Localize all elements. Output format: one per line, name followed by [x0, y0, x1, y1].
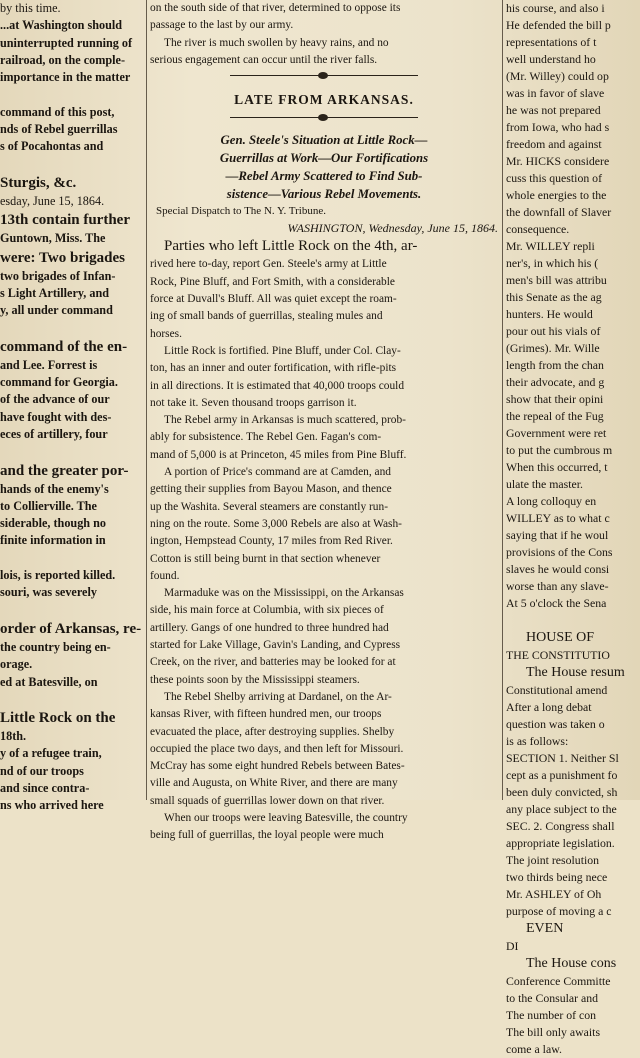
- body-line: ing of small bands of guerrillas, stealing mules and: [150, 310, 383, 323]
- body-line: ulate the master.: [506, 477, 583, 491]
- body-line: orage.: [0, 657, 33, 672]
- body-line: his course, and also i: [506, 1, 605, 15]
- ornamental-rule: [150, 69, 498, 81]
- body-line: The number of con: [506, 1008, 597, 1022]
- subheadline: Guerrillas at Work—Our Fortifications: [219, 151, 429, 166]
- body-line: order of Arkansas, re-: [0, 620, 142, 637]
- body-line: 18th.: [0, 729, 27, 744]
- body-line: ning on the route. Some 3,000 Rebels are also at Wash-: [150, 517, 402, 530]
- body-line: s of Pocahontas and: [0, 139, 104, 154]
- body-line: Guntown, Miss. The: [0, 231, 106, 246]
- body-line: men's bill was attribu: [506, 273, 607, 287]
- body-line: kansas River, with fifteen hundred men, our troops: [150, 708, 382, 721]
- body-line: When this occurred, t: [506, 460, 608, 474]
- body-line: cuss this question of: [506, 171, 603, 185]
- body-line: two thirds being nece: [506, 870, 608, 884]
- body-line: slaves he would consi: [506, 562, 610, 576]
- body-line: on the south side of that river, determined to oppose its: [150, 2, 401, 14]
- body-line: He defended the bill p: [506, 18, 611, 32]
- body-line: y of a refugee train,: [0, 746, 102, 761]
- body-line: ns who arrived here: [0, 798, 104, 813]
- lead-line: Parties who left Little Rock on the 4th, ar-: [164, 238, 418, 255]
- body-line: provisions of the Cons: [506, 545, 613, 559]
- body-line: Mr. HICKS considere: [506, 154, 610, 168]
- body-line: The Rebel army in Arkansas is much scattered, prob-: [164, 414, 406, 427]
- body-line: importance in the matter: [0, 70, 131, 85]
- subheadline-block: [150, 131, 498, 203]
- body-line: force at Duvall's Bluff. All was quiet except the roam-: [150, 293, 397, 306]
- body-line: At 5 o'clock the Sena: [506, 596, 607, 610]
- left-column: [0, 0, 142, 813]
- right-column: [506, 0, 640, 1056]
- body-line: rived here to-day, report Gen. Steele's army at Little: [150, 258, 387, 271]
- body-line: not take it. Seven thousand troops garrison it.: [150, 396, 357, 409]
- body-line: and the greater por-: [0, 462, 129, 479]
- body-line: [0, 550, 142, 567]
- body-line: cept as a punishment fo: [506, 768, 618, 782]
- body-line: Marmaduke was on the Mississippi, on the Arkansas: [164, 587, 404, 600]
- body-line: evacuated the place, after destroying supplies. Shelby: [150, 725, 395, 738]
- body-line: been duly convicted, sh: [506, 785, 618, 799]
- body-line: Cotton is still being burnt in that section whenever: [150, 552, 381, 565]
- body-line: DI: [506, 939, 519, 953]
- body-line: representations of t: [506, 35, 597, 49]
- special-dispatch: Special Dispatch to The N. Y. Tribune.: [156, 205, 326, 218]
- body-line: y, all under command: [0, 303, 113, 318]
- body-line: [0, 319, 142, 336]
- body-line: [0, 602, 142, 619]
- middle-column: [150, 0, 498, 842]
- body-line: hunters. He would: [506, 307, 593, 321]
- body-line: Constitutional amend: [506, 683, 608, 697]
- body-line: The Rebel Shelby arriving at Dardanel, on the Ar-: [164, 690, 392, 703]
- body-line: [506, 612, 640, 629]
- subheadline: Gen. Steele's Situation at Little Rock—: [220, 133, 428, 148]
- body-line: lois, is reported killed.: [0, 568, 116, 583]
- body-line: saying that if he woul: [506, 528, 609, 542]
- body-line: length from the chan: [506, 358, 604, 372]
- body-line: SECTION 1. Neither Sl: [506, 751, 619, 765]
- body-line: occupied the place two days, and then left for Missouri.: [150, 742, 404, 755]
- body-line: found.: [150, 569, 180, 582]
- body-line: EVEN: [526, 921, 564, 936]
- body-line: passage to the last by our army.: [150, 19, 294, 32]
- body-line: ed at Batesville, on: [0, 674, 98, 689]
- body-line: in all directions. It is estimated that 40,000 troops could: [150, 379, 405, 392]
- subheadline: —Rebel Army Scattered to Find Sub-: [225, 169, 423, 184]
- subheadline: sistence—Various Rebel Movements.: [226, 187, 422, 202]
- body-line: this Senate as the ag: [506, 290, 602, 304]
- body-line: nds of Rebel guerrillas: [0, 122, 118, 137]
- body-line: A long colloquy en: [506, 494, 597, 508]
- body-line: [0, 691, 142, 708]
- body-line: The river is much swollen by heavy rains, and no: [164, 36, 389, 49]
- body-line: Mr. ASHLEY of Oh: [506, 887, 602, 901]
- body-line: nd of our troops: [0, 763, 84, 778]
- body-line: 13th contain further: [0, 212, 130, 229]
- body-line: these points soon by the Mississippi steamers.: [150, 673, 360, 686]
- body-line: any place subject to the: [506, 802, 617, 816]
- body-line: hands of the enemy's: [0, 481, 109, 496]
- body-line: Sturgis, &c.: [0, 174, 77, 191]
- body-line: command for Georgia.: [0, 375, 118, 390]
- body-line: to the Consular and: [506, 991, 599, 1005]
- column-rule: [146, 0, 147, 800]
- body-line: SEC. 2. Congress shall: [506, 819, 615, 833]
- body-line: the downfall of Slaver: [506, 205, 612, 219]
- body-line: eces of artillery, four: [0, 426, 108, 441]
- body-line: The bill only awaits: [506, 1025, 601, 1039]
- body-line: of the advance of our: [0, 392, 110, 407]
- body-line: souri, was severely: [0, 585, 97, 600]
- body-line: Little Rock on the: [0, 710, 116, 727]
- body-line: being full of guerrillas, the loyal people were much: [150, 829, 384, 842]
- body-line: A portion of Price's command are at Camden, and: [164, 466, 391, 479]
- body-line: by this time.: [0, 1, 61, 15]
- body-line: The House cons: [526, 956, 617, 971]
- body-line: ton, has an inner and outer fortification, with rifle-pits: [150, 362, 397, 375]
- body-line: the repeal of the Fug: [506, 409, 604, 423]
- body-line: [0, 86, 142, 103]
- body-line: freedom and against: [506, 137, 602, 151]
- body-line: mand of 5,000 is at Princeton, 45 miles from Pine Bluff.: [150, 448, 407, 461]
- body-line: serious engagement can occur until the river falls.: [150, 53, 378, 66]
- body-line: small squads of guerrillas lower down on that river.: [150, 794, 385, 807]
- body-line: ville and Augusta, on White River, and there are many: [150, 777, 398, 790]
- body-line: command of the en-: [0, 338, 128, 355]
- body-line: was in favor of slave: [506, 86, 605, 100]
- body-line: pour out his vials of: [506, 324, 601, 338]
- body-line: Little Rock is fortified. Pine Bluff, under Col. Clay-: [164, 344, 401, 357]
- body-line: the country being en-: [0, 639, 111, 654]
- dateline: WASHINGTON, Wednesday, June 15, 1864.: [287, 221, 498, 236]
- body-line: purpose of moving a c: [506, 904, 612, 918]
- ornamental-rule: [150, 111, 498, 123]
- body-line: come a law.: [506, 1042, 562, 1056]
- body-line: consequence.: [506, 222, 570, 236]
- body-line: two brigades of Infan-: [0, 268, 116, 283]
- body-line: siderable, though no: [0, 516, 106, 531]
- body-line: [0, 156, 142, 173]
- body-line: show that their opini: [506, 392, 604, 406]
- body-line: appropriate legislation.: [506, 836, 615, 850]
- body-line: and since contra-: [0, 780, 90, 795]
- body-line: Rock, Pine Bluff, and Fort Smith, with a considerable: [150, 275, 395, 288]
- article-body: [150, 256, 498, 844]
- body-line: horses.: [150, 327, 182, 340]
- body-line: is as follows:: [506, 734, 569, 748]
- body-line: their advocate, and g: [506, 375, 605, 389]
- body-line: worse than any slave-: [506, 579, 609, 593]
- body-line: question was taken o: [506, 717, 605, 731]
- body-line: have fought with des-: [0, 409, 112, 424]
- body-line: The House resum: [526, 665, 625, 680]
- body-line: Creek, on the river, and batteries may be looked for at: [150, 656, 396, 669]
- body-line: and Lee. Forrest is: [0, 357, 98, 372]
- body-line: to put the cumbrous m: [506, 443, 613, 457]
- body-line: ably for subsistence. The Rebel Gen. Fagan's com-: [150, 431, 382, 444]
- body-line: ner's, in which his (: [506, 256, 599, 270]
- body-line: Mr. WILLEY repli: [506, 239, 595, 253]
- headline: LATE FROM ARKANSAS.: [234, 92, 414, 108]
- body-line: ...at Washington should: [0, 18, 123, 33]
- body-line: After a long debat: [506, 700, 592, 714]
- body-line: up the Washita. Several steamers are constantly run-: [150, 500, 388, 513]
- body-line: were: Two brigades: [0, 249, 125, 266]
- body-line: HOUSE OF: [526, 630, 595, 645]
- body-line: Government were ret: [506, 426, 607, 440]
- body-line: [0, 443, 142, 460]
- body-line: uninterrupted running of: [0, 35, 133, 50]
- body-line: command of this post,: [0, 104, 115, 119]
- body-line: (Mr. Willey) could op: [506, 69, 609, 83]
- body-line: side, his main force at Columbia, with six pieces of: [150, 604, 384, 617]
- body-line: The joint resolution: [506, 853, 600, 867]
- body-line: Conference Committe: [506, 974, 611, 988]
- body-line: started for Lake Village, Gavin's Landing, and Cypress: [150, 639, 401, 652]
- body-line: [0, 815, 142, 832]
- body-line: THE CONSTITUTIO: [506, 648, 610, 662]
- body-line: ington, Hempstead County, 17 miles from Red River.: [150, 535, 393, 548]
- body-line: whole energies to the: [506, 188, 607, 202]
- body-line: well understand ho: [506, 52, 596, 66]
- body-line: WILLEY as to what c: [506, 511, 610, 525]
- body-line: esday, June 15, 1864.: [0, 193, 105, 208]
- body-line: from Iowa, who had s: [506, 120, 610, 134]
- body-line: When our troops were leaving Batesville, the country: [164, 811, 408, 824]
- body-line: finite information in: [0, 533, 106, 548]
- body-line: railroad, on the comple-: [0, 52, 126, 67]
- body-line: (Grimes). Mr. Wille: [506, 341, 600, 355]
- body-line: to Collierville. The: [0, 498, 97, 513]
- body-line: getting their supplies from Bayou Mason, and thence: [150, 483, 392, 496]
- column-rule: [502, 0, 503, 800]
- body-line: he was not prepared: [506, 103, 601, 117]
- body-line: s Light Artillery, and: [0, 285, 110, 300]
- body-line: McCray has some eight hundred Rebels between Bates-: [150, 760, 405, 773]
- body-line: artillery. Gangs of one hundred to three hundred had: [150, 621, 389, 634]
